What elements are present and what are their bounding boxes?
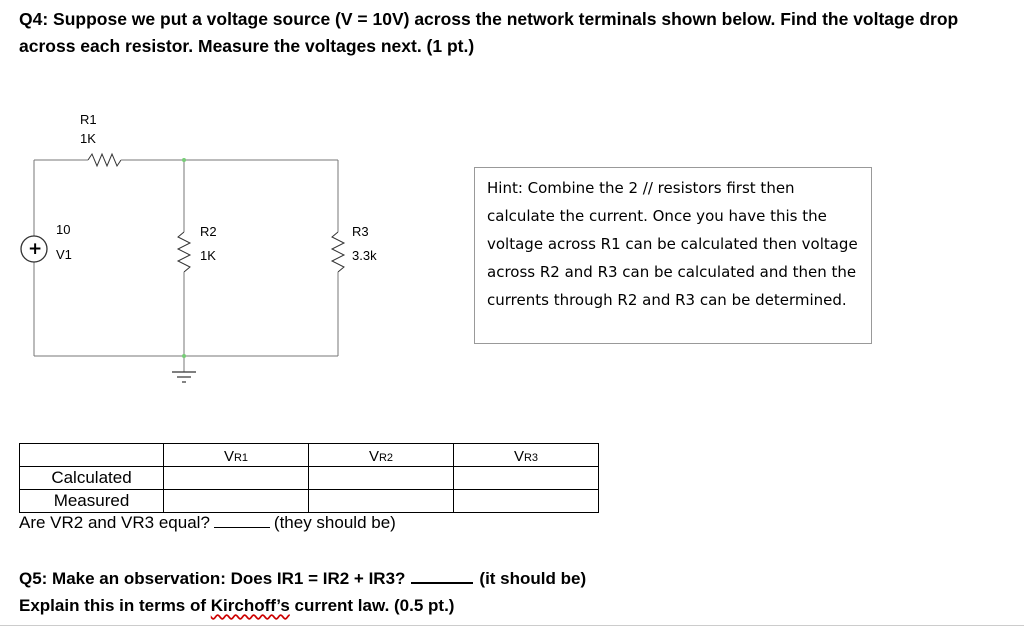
calculated-vr1-cell[interactable] (164, 467, 309, 490)
ground-symbol (172, 372, 196, 382)
hint-box: Hint: Combine the 2 // resistors first then calculate the current. Once you have this the voltage across R1 can be calculated then voltage across R2 and R3 can be calculated and then the currents through R2 and R3 can be determined. (474, 167, 872, 344)
circuit-diagram (0, 100, 470, 390)
calculated-vr2-cell[interactable] (309, 467, 454, 490)
page-divider (0, 625, 1024, 626)
row-label-measured: Measured (20, 490, 164, 513)
v1-value: 10 (56, 222, 71, 237)
question-4-text: Q4: Suppose we put a voltage source (V = 10V) across the network terminals shown below. Find the voltage drop across each resistor. Measure the voltages next. (1 pt.) (19, 9, 959, 56)
row-label-calculated: Calculated (20, 467, 164, 490)
header-vr3: VR3 (454, 444, 599, 467)
question-5-text: Q5: Make an observation: Does IR1 = IR2 + IR3? (it should be) Explain this in terms of Kirchoff’s current law. (0.5 pt.) (19, 569, 587, 615)
measured-vr2-cell[interactable] (309, 490, 454, 513)
r3-name: R3 (352, 224, 369, 239)
r3-value: 3.3k (352, 248, 377, 263)
header-vr2: VR2 (309, 444, 454, 467)
svg-text:+: + (28, 239, 43, 259)
q5-answer-blank[interactable] (411, 568, 473, 584)
measured-vr3-cell[interactable] (454, 490, 599, 513)
r1-name: R1 (80, 112, 97, 127)
measured-vr1-cell[interactable] (164, 490, 309, 513)
resistor-r3 (332, 232, 344, 272)
table-row (20, 467, 599, 490)
r2-value: 1K (200, 248, 216, 263)
r2-name: R2 (200, 224, 217, 239)
resistor-r2 (178, 232, 190, 272)
table-header-row (20, 444, 599, 467)
kirchoff-word: Kirchoff’s (210, 596, 290, 615)
table-row (20, 490, 599, 513)
equal-answer-blank[interactable] (214, 513, 270, 528)
r1-value: 1K (80, 131, 96, 146)
header-vr1: VR1 (164, 444, 309, 467)
resistor-r1 (88, 154, 121, 166)
calculated-vr3-cell[interactable] (454, 467, 599, 490)
voltage-table (19, 443, 599, 513)
v1-name: V1 (56, 247, 72, 262)
equal-question: Are VR2 and VR3 equal? (they should be) (19, 513, 396, 532)
